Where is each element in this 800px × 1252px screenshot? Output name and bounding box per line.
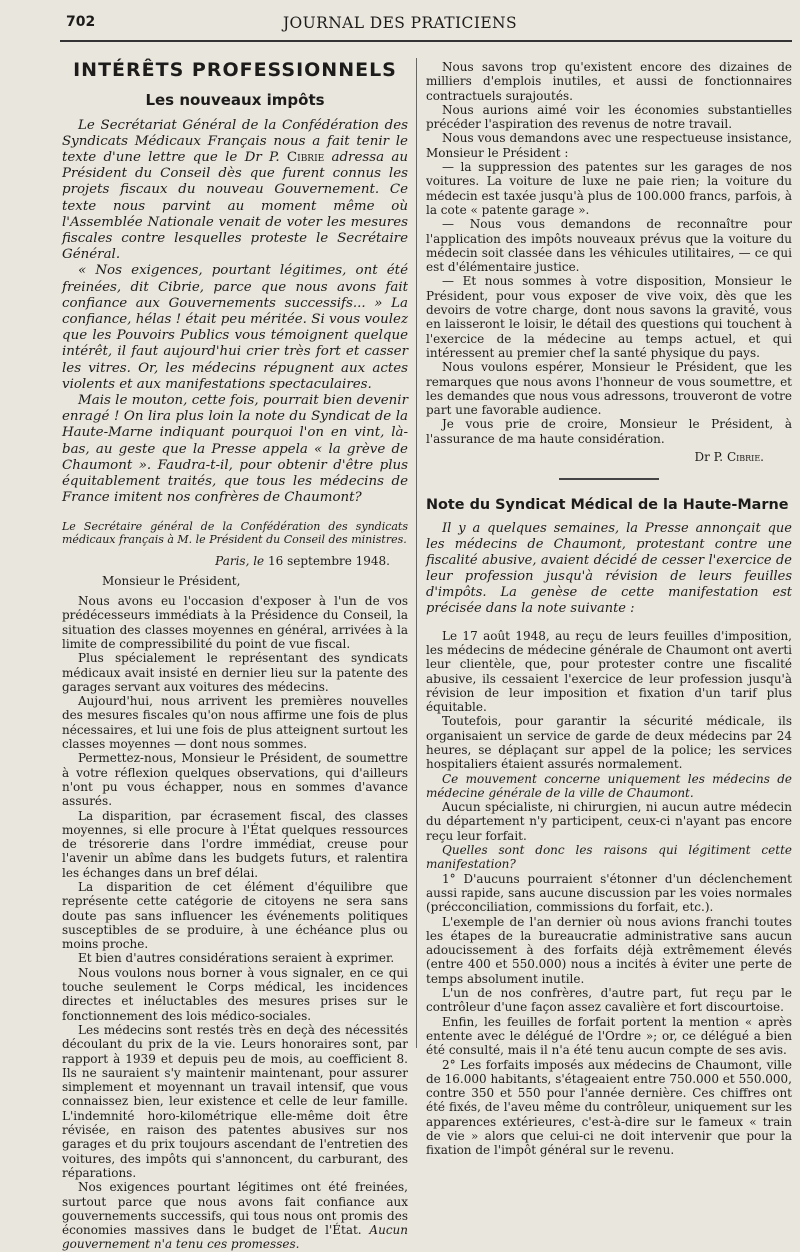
letter-emphasis: Aucun gouvernement n'a tenu ces promesses.: [62, 1223, 408, 1252]
letter-paragraph: Nous voulons nous borner à vous signaler, en ce qui touche seulement le Corps médical, les incidences directes et inéluctables des mesures prises sur le fonctionnement des lois médico-sociales.: [62, 965, 408, 1023]
note-paragraph: Quelles sont donc les raisons qui légitiment cette manifestation?: [426, 843, 792, 872]
intro-paragraph: « Nos exigences, pourtant légitimes, ont été freinées, dit Cibrie, parce que nous avons fait confiance aux Gouvernements successifs... » La confiance, hélas ! était peu méritée. Si vous voulez que les Pouvoirs Publics vous témoignent quelque intérêt, il faut aujourd'hui crier très fort et casser les vitres. Or, les médecins répugnent aux actes violents et aux manifestations spectaculaires.: [62, 263, 408, 392]
column-separator: [416, 58, 417, 1048]
note-intro: Il y a quelques semaines, la Presse annonçait que les médecins de Chaumont, protestant contre une fiscalité abusive, avaient décidé de cesser l'exercice de leur profession jusqu'à révision de leurs feuilles d'impôts. La genèse de cette manifestation est précisée dans la note suivante :: [426, 520, 792, 616]
right-column: [426, 60, 792, 1158]
salutation: Monsieur le Président,: [102, 573, 241, 588]
intro-text: Le Secrétariat Général de la Confédération des Syndicats Médicaux Français nous a fait tenir le texte d'une lettre que le Dr P.: [62, 117, 408, 165]
letter-paragraph: Nous aurions aimé voir les économies substantielles précéder l'aspiration des revenus de notre travail.: [426, 102, 792, 132]
letter-paragraph: [62, 1180, 408, 1251]
letter-paragraph: Nous voulons espérer, Monsieur le Président, que les remarques que nous avons l'honneur de vous soumettre, et les demandes que nous vous adressons, trouveront de votre part une favorable audience.: [426, 360, 792, 418]
left-column: [62, 59, 408, 1252]
intro-text: adressa au Président du Conseil dès que furent connus les projets fiscaux du nouveau Gouvernement. Ce texte nous parvint au moment même où l'Assemblée Nationale venait de voter les mesures fiscales contre lesquelles proteste le Secrétaire Général.: [62, 150, 408, 263]
letter-paragraph: Je vous prie de croire, Monsieur le Président, à l'assurance de ma haute considération.: [426, 417, 792, 446]
letter-text: Nos exigences pourtant légitimes ont été freinées, surtout parce que nous avons fait confiance aux gouvernements successifs, qui tous nous ont promis des économies massives dans le budget de l'État.: [62, 1180, 408, 1238]
section-title: INTÉRÊTS PROFESSIONNELS: [73, 59, 397, 81]
date-place: Paris, le: [215, 554, 268, 569]
letter-date: [62, 554, 408, 568]
header-rule: [60, 40, 792, 42]
note-paragraph: L'exemple de l'an dernier où nous avions franchi toutes les étapes de la bureaucratie administrative sans aucun adoucissement à des forfaits déjà extrêmement élevés (entre 400 et 550.000) nous a incités à éviter une perte de temps absolument inutile.: [426, 914, 792, 986]
intro-paragraph: [62, 118, 408, 264]
note-paragraph: 1° D'aucuns pourraient s'étonner d'un déclenchement aussi rapide, sans aucune discussion par les voies normales (précconciliation, commissions du forfait, etc.).: [426, 871, 792, 915]
letter-paragraph: Nous avons eu l'occasion d'exposer à l'un de vos prédécesseurs immédiats à la Présidence du Conseil, la situation des classes moyennes en général, arrivées à la limite de compressibilité du point de vue fiscal.: [62, 594, 408, 651]
intro-paragraph: Mais le mouton, cette fois, pourrait bien devenir enragé ! On lira plus loin la note du Syndicat de la Haute-Marne indiquant pourquoi l'on en vint, là-bas, au geste que la Presse appela « la grève de Chaumont ». Faudra-t-il, pour obtenir d'être plus équitablement traités, que tous les médecins de France imitent nos confrères de Chaumont?: [62, 393, 408, 506]
letter-paragraph: Et bien d'autres considérations seraient à exprimer.: [78, 951, 395, 966]
letter-paragraph: Aujourd'hui, nous arrivent les premières nouvelles des mesures fiscales qu'on nous affirme une fois de plus nécessaires, et lui une fois de plus atteignent surtout les classes moyennes — dont nous sommes.: [62, 694, 408, 752]
letter-paragraph: Plus spécialement le représentant des syndicats médicaux avait insisté en dernier lieu sur la patente des garages servant aux voitures des médecins.: [62, 651, 408, 694]
signature-name: Cibrie.: [726, 450, 764, 465]
letter-paragraph: — Et nous sommes à votre disposition, Monsieur le Président, pour vous exposer de vive voix, dès que les devoirs de votre charge, dont nous savons la gravité, vous en laisseront le loisir, le détail des questions qui touchent à l'exercice de la médecine au temps actuel, et qui intéressent au premier chef la santé physique du pays.: [426, 274, 792, 360]
letter-paragraph: — Nous vous demandons de reconnaître pour l'application des impôts nouveaux prévus que la voiture du médecin soit classée dans les véhicules utilitaires, — ce qui est d'élémentaire justice.: [426, 217, 792, 275]
letter-paragraph: La disparition de cet élément d'équilibre que représente cette catégorie de citoyens ne sera sans doute pas sans influencer les événements politiques susceptibles de se produire, à une échéance plus ou moins proche.: [62, 880, 408, 952]
letter-paragraph: Nous savons trop qu'existent encore des dizaines de milliers d'emplois inutiles, et aussi de fonctionnaires contractuels surajoutés.: [426, 60, 792, 103]
article-title: Les nouveaux impôts: [145, 91, 325, 110]
date-value: 16 septembre 1948.: [267, 554, 390, 569]
note-paragraph: Ce mouvement concerne uniquement les médecins de médecine générale de la ville de Chaumont.: [426, 771, 792, 800]
note-paragraph: Enfin, les feuilles de forfait portent la mention « après entente avec le délégué de l'Ordre »; or, ce délégué a bien été consulté, mais il n'a été tenu aucun compte de ses avis.: [426, 1014, 792, 1058]
running-header: [0, 14, 800, 38]
note-paragraph: 2° Les forfaits imposés aux médecins de Chaumont, ville de 16.000 habitants, s'étageaient entre 750.000 et 550.000, contre 350 et 550 pour l'année dernière. Ces chiffres ont été fixés, de l'aveu même du contrôleur, uniquement sur les apparences extérieures, c'est-à-dire sur le fameux « train de vie » alors que celui-ci ne doit intervenir que pour la fixation de l'impôt général sur le revenu.: [426, 1057, 792, 1158]
signature: [426, 450, 792, 464]
note-paragraph: L'un de nos confrères, d'autre part, fut reçu par le contrôleur d'une façon assez cavalière et fort discourtoise.: [426, 986, 792, 1015]
author-name: Cibrie: [286, 150, 325, 165]
letter-heading: Le Secrétaire général de la Confédération des syndicats médicaux français à M. le Président du Conseil des ministres.: [62, 520, 408, 547]
letter-paragraph: — la suppression des patentes sur les garages de nos voitures. La voiture de luxe ne paie rien; la voiture du médecin est taxée jusqu'à plus de 100.000 francs, parfois, à la cote « patente garage ».: [426, 160, 792, 217]
letter-paragraph: Nous vous demandons avec une respectueuse insistance, Monsieur le Président :: [426, 131, 792, 160]
letter-paragraph: Permettez-nous, Monsieur le Président, de soumettre à votre réflexion quelques observations, qui d'ailleurs n'ont pu vous échapper, nous en sommes d'avance assurés.: [62, 751, 408, 809]
section-divider: [559, 478, 659, 480]
page-number: 702: [66, 14, 96, 30]
note-paragraph: Aucun spécialiste, ni chirurgien, ni aucun autre médecin du département n'y participent, ceux-ci n'ayant pas encore reçu leur forfait.: [426, 800, 792, 843]
letter-paragraph: La disparition, par écrasement fiscal, des classes moyennes, si elle procure à l'État quelques ressources de trésorerie dans l'ordre immédiat, creuse pour l'avenir un abîme dans les budgets futurs, et ralentira les échanges dans un bref délai.: [62, 808, 408, 880]
journal-title: JOURNAL DES PRATICIENS: [282, 14, 518, 32]
note-paragraph: Le 17 août 1948, au reçu de leurs feuilles d'imposition, les médecins de médecine générale de Chaumont ont averti leur clientèle, que, pour protester contre une fiscalité abusive, ils cessaient l'exercice de leur profession jusqu'à révision de leur imposition et fixation d'un tarif plus équitable.: [426, 628, 792, 715]
note-title: Note du Syndicat Médical de la Haute-Marne: [426, 497, 789, 514]
signature-prefix: Dr P.: [694, 450, 727, 465]
letter-paragraph: Les médecins sont restés très en deçà des nécessités découlant du prix de la vie. Leurs honoraires sont, par rapport à 1939 et depuis peu de mois, au coefficient 8. Ils ne sauraient s'y maintenir maintenant, pour assurer simplement et moyennant un travail intensif, que vous connaissez bien, leur existence et celle de leur famille. L'indemnité horo-kilométrique elle-même doit être révisée, en raison des patentes abusives sur nos garages et du prix toujours ascendant de l'entretien des voitures, des impôts qui s'annoncent, du carburant, des réparations.: [62, 1022, 408, 1180]
note-paragraph: Toutefois, pour garantir la sécurité médicale, ils organisaient un service de garde de deux médecins par 24 heures, se déplaçant sur appel de la police; les services hospitaliers étaient assurés normalement.: [426, 714, 792, 772]
